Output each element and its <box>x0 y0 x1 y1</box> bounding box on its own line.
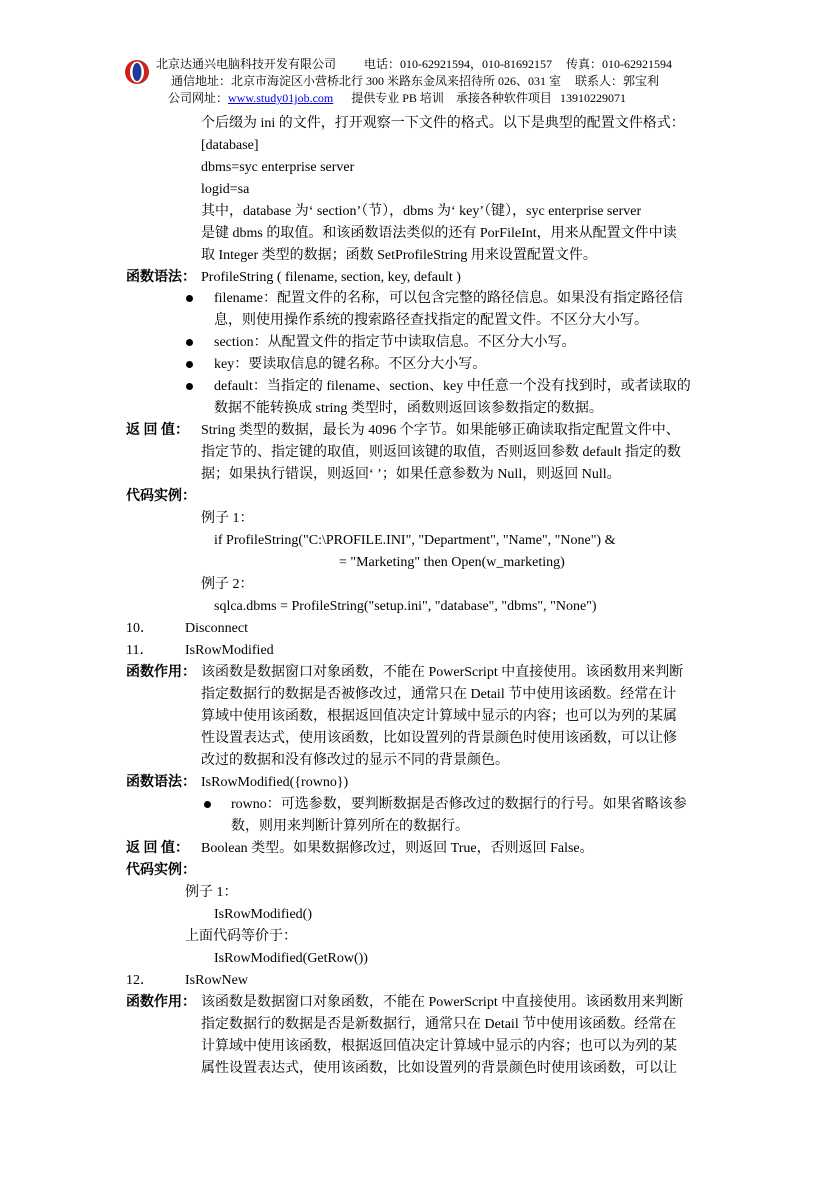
return-text: Boolean 类型。如果数据修改过，则返回 True，否则返回 False。 <box>201 841 594 856</box>
code-line: dbms=syc enterprise server <box>201 160 355 175</box>
website-label: 公司网址： <box>168 91 229 105</box>
paragraph-line: 该函数是数据窗口对象函数，不能在 PowerScript 中直接使用。该函数用来判断 <box>201 665 684 680</box>
address: 通信地址：北京市海淀区小营桥北行 300 米路东金凤来招待所 026、031 室 <box>171 74 562 88</box>
bullet-icon <box>186 383 193 390</box>
syntax-label: 函数语法： <box>126 270 196 285</box>
paragraph-line: 指定数据行的数据是否被修改过，通常只在 Detail 节中使用该函数。经常在计 <box>201 687 677 702</box>
syntax-text: IsRowModified({rowno}) <box>201 775 349 790</box>
return-label: 返 回 值： <box>126 841 189 856</box>
param-rowno-cont: 数，则用来判断计算列所在的数据行。 <box>231 819 469 834</box>
header-line-1 <box>156 56 672 72</box>
example-title: 例子 1： <box>185 885 238 900</box>
paragraph-line: 性设置表达式，使用该函数，比如设置列的背景颜色时使用该函数，可以让修 <box>201 731 677 746</box>
param-rowno: rowno：可选参数，要判断数据是否修改过的数据行的行号。如果省略该参 <box>231 797 687 812</box>
return-text: String 类型的数据，最长为 4096 个字节。如果能够正确读取指定配置文件中、 <box>201 423 680 438</box>
bullet-icon <box>204 801 211 808</box>
param-key: key：要读取信息的键名称。不区分大小写。 <box>214 357 487 372</box>
return-text-cont: 据；如果执行错误，则返回‘ ’；如果任意参数为 Null，则返回 Null。 <box>201 467 621 482</box>
param-filename: filename：配置文件的名称，可以包含完整的路径信息。如果没有指定路径信 <box>214 291 683 306</box>
paragraph-line: 上面代码等价于： <box>185 929 297 944</box>
function-label: 函数作用： <box>126 665 196 680</box>
param-section: section：从配置文件的指定节中读取信息。不区分大小写。 <box>214 335 576 350</box>
section-title: Disconnect <box>185 621 248 636</box>
fax: 传真：010-62921594 <box>566 57 673 71</box>
paragraph-line: 计算域中使用该函数，根据返回值决定计算域中显示的内容；也可以为列的某 <box>201 1039 677 1054</box>
paragraph-line: 算域中使用该函数，根据返回值决定计算域中显示的内容；也可以为列的某属 <box>201 709 677 724</box>
example-label: 代码实例： <box>126 489 196 504</box>
phone: 电话：010-62921594，010-81692157 <box>364 57 553 71</box>
letterhead <box>0 52 833 110</box>
section-number: 11． <box>126 643 154 658</box>
paragraph-line: 取 Integer 类型的数据；函数 SetProfileString 用来设置配置文件。 <box>201 248 597 263</box>
syntax-text: ProfileString ( filename, section, key, default ) <box>201 270 461 285</box>
bullet-icon <box>186 295 193 302</box>
paragraph-line: 其中，database 为‘ section’（节），dbms 为‘ key’（键），syc enterprise server <box>201 204 642 219</box>
bullet-icon <box>186 361 193 368</box>
bullet-icon <box>186 339 193 346</box>
paragraph-line: 是键 dbms 的取值。和该函数语法类似的还有 PorFileInt，用来从配置文件中读 <box>201 226 677 241</box>
paragraph-line: 个后缀为 ini 的文件，打开观察一下文件的格式。以下是典型的配置文件格式： <box>201 116 685 131</box>
syntax-label: 函数语法： <box>126 775 196 790</box>
function-label: 函数作用： <box>126 995 196 1010</box>
code-line: if ProfileString("C:\PROFILE.INI", "Department", "Name", "None") & <box>214 533 616 548</box>
company-logo-icon <box>124 59 150 85</box>
example-title: 例子 2： <box>201 577 254 592</box>
company-name: 北京达通兴电脑科技开发有限公司 <box>156 57 337 71</box>
return-text-cont: 指定节的、指定键的取值，则返回该键的取值，否则返回参数 default 指定的数 <box>201 445 681 460</box>
return-label: 返 回 值： <box>126 423 189 438</box>
contact: 联系人：郭宝利 <box>575 74 660 88</box>
code-line: [database] <box>201 138 259 153</box>
pb-training: 提供专业 PB 培训 <box>351 91 444 105</box>
paragraph-line: 改过的数据和没有修改过的显示不同的背景颜色。 <box>201 753 509 768</box>
example-title: 例子 1： <box>201 511 254 526</box>
paragraph-line: 属性设置表达式，使用该函数，比如设置列的背景颜色时使用该函数，可以让 <box>201 1061 677 1076</box>
param-default-cont: 数据不能转换成 string 类型时，函数则返回该参数指定的数据。 <box>214 401 603 416</box>
section-number: 10． <box>126 621 154 636</box>
code-line: = "Marketing" then Open(w_marketing) <box>339 555 565 570</box>
website-link[interactable]: www.study01job.com <box>228 91 334 105</box>
projects: 承接各种软件项目 <box>455 91 552 105</box>
section-number: 12． <box>126 973 154 988</box>
header-line-2 <box>171 73 659 89</box>
code-line: IsRowModified(GetRow()) <box>214 951 368 966</box>
mobile-number: 13910229071 <box>559 91 626 105</box>
section-title: IsRowModified <box>185 643 274 658</box>
code-line: sqlca.dbms = ProfileString("setup.ini", "database", "dbms", "None") <box>214 599 597 614</box>
paragraph-line: 指定数据行的数据是否是新数据行，通常只在 Detail 节中使用该函数。经常在 <box>201 1017 677 1032</box>
param-default: default：当指定的 filename、section、key 中任意一个没有找到时，或者读取的 <box>214 379 691 394</box>
section-title: IsRowNew <box>185 973 248 988</box>
param-filename-cont: 息，则使用操作系统的搜索路径查找指定的配置文件。不区分大小写。 <box>214 313 648 328</box>
example-label: 代码实例： <box>126 863 196 878</box>
paragraph-line: 该函数是数据窗口对象函数，不能在 PowerScript 中直接使用。该函数用来判断 <box>201 995 684 1010</box>
code-line: logid=sa <box>201 182 250 197</box>
header-line-3 <box>168 90 626 106</box>
code-line: IsRowModified() <box>214 907 312 922</box>
